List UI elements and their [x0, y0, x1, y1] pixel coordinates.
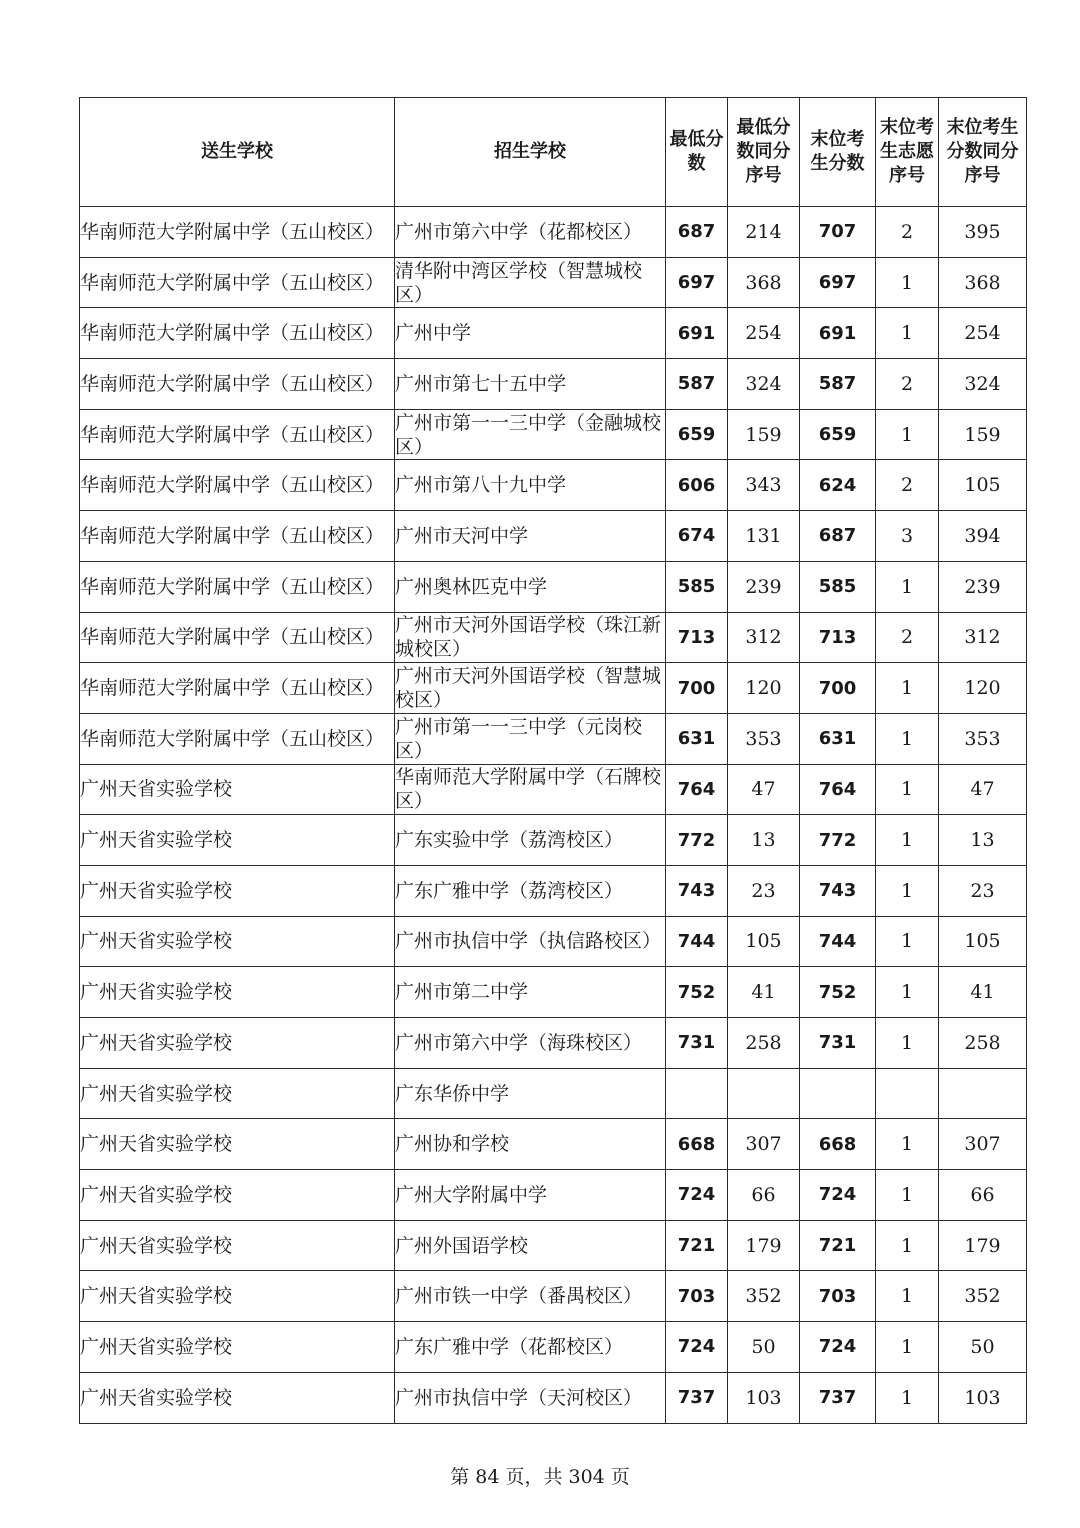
min-score-cell: 752	[666, 967, 728, 1018]
min-score-cell: 713	[666, 612, 728, 663]
last-score-tie-rank-cell: 41	[939, 967, 1027, 1018]
last-score-cell: 752	[800, 967, 876, 1018]
header-last-choice-rank: 末位考生志愿序号	[876, 98, 939, 207]
min-score-cell: 743	[666, 865, 728, 916]
header-sending-school: 送生学校	[80, 98, 395, 207]
min-score-tie-rank-cell	[728, 1068, 800, 1119]
last-score-tie-rank-cell: 159	[939, 409, 1027, 460]
last-score-tie-rank-cell: 66	[939, 1170, 1027, 1221]
min-score-tie-rank-cell: 258	[728, 1018, 800, 1069]
min-score-cell: 703	[666, 1271, 728, 1322]
sending-school-cell: 广州天省实验学校	[80, 865, 395, 916]
last-score-cell: 743	[800, 865, 876, 916]
receiving-school-cell: 广州市第一一三中学（元岗校区）	[395, 713, 666, 764]
last-choice-rank-cell: 1	[876, 916, 939, 967]
sending-school-cell: 广州天省实验学校	[80, 1220, 395, 1271]
last-score-cell: 585	[800, 561, 876, 612]
min-score-tie-rank-cell: 159	[728, 409, 800, 460]
last-choice-rank-cell: 1	[876, 1271, 939, 1322]
sending-school-cell: 广州天省实验学校	[80, 1372, 395, 1423]
receiving-school-cell: 广州市天河中学	[395, 511, 666, 562]
min-score-tie-rank-cell: 307	[728, 1119, 800, 1170]
min-score-tie-rank-cell: 214	[728, 207, 800, 258]
sending-school-cell: 广州天省实验学校	[80, 1322, 395, 1373]
receiving-school-cell: 广州协和学校	[395, 1119, 666, 1170]
receiving-school-cell: 广州市第六中学（海珠校区）	[395, 1018, 666, 1069]
receiving-school-cell: 广东广雅中学（荔湾校区）	[395, 865, 666, 916]
last-score-cell: 691	[800, 308, 876, 359]
last-choice-rank-cell: 3	[876, 511, 939, 562]
min-score-tie-rank-cell: 66	[728, 1170, 800, 1221]
last-choice-rank-cell: 2	[876, 460, 939, 511]
last-score-cell: 713	[800, 612, 876, 663]
table-row	[80, 257, 1027, 308]
table-row	[80, 409, 1027, 460]
last-score-tie-rank-cell: 105	[939, 916, 1027, 967]
last-choice-rank-cell: 2	[876, 359, 939, 410]
sending-school-cell: 广州天省实验学校	[80, 967, 395, 1018]
receiving-school-cell: 广东华侨中学	[395, 1068, 666, 1119]
table-row	[80, 713, 1027, 764]
last-score-cell: 631	[800, 713, 876, 764]
last-choice-rank-cell: 1	[876, 1119, 939, 1170]
min-score-cell: 674	[666, 511, 728, 562]
last-score-tie-rank-cell: 254	[939, 308, 1027, 359]
last-choice-rank-cell: 1	[876, 1170, 939, 1221]
last-score-cell: 668	[800, 1119, 876, 1170]
last-score-cell: 700	[800, 663, 876, 714]
header-last-score: 末位考生分数	[800, 98, 876, 207]
last-score-cell: 724	[800, 1322, 876, 1373]
min-score-cell: 744	[666, 916, 728, 967]
last-score-tie-rank-cell: 13	[939, 815, 1027, 866]
sending-school-cell: 华南师范大学附属中学（五山校区）	[80, 460, 395, 511]
min-score-cell: 700	[666, 663, 728, 714]
sending-school-cell: 广州天省实验学校	[80, 1068, 395, 1119]
table-row	[80, 764, 1027, 815]
last-score-tie-rank-cell: 23	[939, 865, 1027, 916]
last-score-cell: 737	[800, 1372, 876, 1423]
sending-school-cell: 华南师范大学附属中学（五山校区）	[80, 612, 395, 663]
min-score-tie-rank-cell: 368	[728, 257, 800, 308]
table-row	[80, 916, 1027, 967]
min-score-tie-rank-cell: 239	[728, 561, 800, 612]
sending-school-cell: 广州天省实验学校	[80, 1170, 395, 1221]
receiving-school-cell: 广州市铁一中学（番禺校区）	[395, 1271, 666, 1322]
sending-school-cell: 广州天省实验学校	[80, 764, 395, 815]
min-score-tie-rank-cell: 324	[728, 359, 800, 410]
receiving-school-cell: 广东广雅中学（花都校区）	[395, 1322, 666, 1373]
receiving-school-cell: 广州市第二中学	[395, 967, 666, 1018]
last-choice-rank-cell: 1	[876, 967, 939, 1018]
table-row	[80, 1271, 1027, 1322]
last-score-tie-rank-cell: 368	[939, 257, 1027, 308]
min-score-cell: 731	[666, 1018, 728, 1069]
last-score-tie-rank-cell: 120	[939, 663, 1027, 714]
min-score-tie-rank-cell: 352	[728, 1271, 800, 1322]
last-score-cell: 687	[800, 511, 876, 562]
receiving-school-cell: 广州奥林匹克中学	[395, 561, 666, 612]
header-last-score-tie-rank: 末位考生分数同分序号	[939, 98, 1027, 207]
min-score-tie-rank-cell: 23	[728, 865, 800, 916]
last-choice-rank-cell: 1	[876, 1220, 939, 1271]
last-score-cell: 721	[800, 1220, 876, 1271]
last-score-cell: 703	[800, 1271, 876, 1322]
min-score-tie-rank-cell: 47	[728, 764, 800, 815]
sending-school-cell: 华南师范大学附属中学（五山校区）	[80, 409, 395, 460]
table-row	[80, 1119, 1027, 1170]
min-score-tie-rank-cell: 254	[728, 308, 800, 359]
receiving-school-cell: 广州市执信中学（执信路校区）	[395, 916, 666, 967]
last-score-tie-rank-cell	[939, 1068, 1027, 1119]
receiving-school-cell: 广州外国语学校	[395, 1220, 666, 1271]
last-score-cell: 772	[800, 815, 876, 866]
sending-school-cell: 广州天省实验学校	[80, 815, 395, 866]
last-choice-rank-cell: 1	[876, 561, 939, 612]
min-score-cell: 772	[666, 815, 728, 866]
table-row	[80, 815, 1027, 866]
last-score-tie-rank-cell: 324	[939, 359, 1027, 410]
min-score-tie-rank-cell: 312	[728, 612, 800, 663]
page-number: 第 84 页，共 304 页	[450, 1466, 630, 1488]
min-score-tie-rank-cell: 50	[728, 1322, 800, 1373]
sending-school-cell: 广州天省实验学校	[80, 916, 395, 967]
min-score-cell: 724	[666, 1170, 728, 1221]
last-choice-rank-cell: 2	[876, 207, 939, 258]
admission-table	[79, 97, 1027, 1424]
admission-table-container	[79, 97, 1026, 1424]
last-score-cell: 659	[800, 409, 876, 460]
min-score-tie-rank-cell: 131	[728, 511, 800, 562]
sending-school-cell: 华南师范大学附属中学（五山校区）	[80, 713, 395, 764]
min-score-tie-rank-cell: 353	[728, 713, 800, 764]
min-score-tie-rank-cell: 105	[728, 916, 800, 967]
header-receiving-school: 招生学校	[395, 98, 666, 207]
table-row	[80, 612, 1027, 663]
last-score-tie-rank-cell: 353	[939, 713, 1027, 764]
last-score-cell: 731	[800, 1018, 876, 1069]
min-score-tie-rank-cell: 41	[728, 967, 800, 1018]
last-score-tie-rank-cell: 239	[939, 561, 1027, 612]
last-choice-rank-cell: 1	[876, 663, 939, 714]
sending-school-cell: 华南师范大学附属中学（五山校区）	[80, 257, 395, 308]
sending-school-cell: 华南师范大学附属中学（五山校区）	[80, 663, 395, 714]
last-score-cell	[800, 1068, 876, 1119]
table-row	[80, 1068, 1027, 1119]
last-choice-rank-cell	[876, 1068, 939, 1119]
table-row	[80, 460, 1027, 511]
receiving-school-cell: 广州市天河外国语学校（智慧城校区）	[395, 663, 666, 714]
table-row	[80, 1018, 1027, 1069]
table-row	[80, 865, 1027, 916]
sending-school-cell: 广州天省实验学校	[80, 1271, 395, 1322]
last-score-cell: 707	[800, 207, 876, 258]
table-row	[80, 308, 1027, 359]
last-score-tie-rank-cell: 105	[939, 460, 1027, 511]
last-choice-rank-cell: 1	[876, 1322, 939, 1373]
last-choice-rank-cell: 1	[876, 409, 939, 460]
sending-school-cell: 华南师范大学附属中学（五山校区）	[80, 511, 395, 562]
receiving-school-cell: 广州市第六中学（花都校区）	[395, 207, 666, 258]
receiving-school-cell: 广州中学	[395, 308, 666, 359]
table-row	[80, 967, 1027, 1018]
last-choice-rank-cell: 1	[876, 865, 939, 916]
last-score-tie-rank-cell: 47	[939, 764, 1027, 815]
receiving-school-cell: 广东实验中学（荔湾校区）	[395, 815, 666, 866]
min-score-cell: 764	[666, 764, 728, 815]
min-score-cell: 721	[666, 1220, 728, 1271]
table-row	[80, 1220, 1027, 1271]
min-score-cell: 659	[666, 409, 728, 460]
min-score-cell: 737	[666, 1372, 728, 1423]
min-score-cell	[666, 1068, 728, 1119]
last-score-tie-rank-cell: 394	[939, 511, 1027, 562]
last-score-tie-rank-cell: 179	[939, 1220, 1027, 1271]
table-body	[80, 207, 1027, 1424]
last-score-tie-rank-cell: 103	[939, 1372, 1027, 1423]
min-score-tie-rank-cell: 13	[728, 815, 800, 866]
sending-school-cell: 华南师范大学附属中学（五山校区）	[80, 308, 395, 359]
last-score-tie-rank-cell: 50	[939, 1322, 1027, 1373]
last-score-tie-rank-cell: 258	[939, 1018, 1027, 1069]
last-score-cell: 744	[800, 916, 876, 967]
min-score-cell: 587	[666, 359, 728, 410]
table-row	[80, 1372, 1027, 1423]
last-score-cell: 724	[800, 1170, 876, 1221]
min-score-cell: 631	[666, 713, 728, 764]
min-score-tie-rank-cell: 120	[728, 663, 800, 714]
table-row	[80, 663, 1027, 714]
min-score-cell: 606	[666, 460, 728, 511]
receiving-school-cell: 广州市天河外国语学校（珠江新城校区）	[395, 612, 666, 663]
header-row	[80, 98, 1027, 207]
receiving-school-cell: 广州大学附属中学	[395, 1170, 666, 1221]
min-score-cell: 687	[666, 207, 728, 258]
last-choice-rank-cell: 1	[876, 1372, 939, 1423]
last-score-cell: 697	[800, 257, 876, 308]
receiving-school-cell: 华南师范大学附属中学（石牌校区）	[395, 764, 666, 815]
sending-school-cell: 华南师范大学附属中学（五山校区）	[80, 207, 395, 258]
table-row	[80, 359, 1027, 410]
min-score-tie-rank-cell: 179	[728, 1220, 800, 1271]
last-choice-rank-cell: 2	[876, 612, 939, 663]
table-row	[80, 1170, 1027, 1221]
last-choice-rank-cell: 1	[876, 764, 939, 815]
table-row	[80, 511, 1027, 562]
min-score-cell: 691	[666, 308, 728, 359]
header-min-score: 最低分数	[666, 98, 728, 207]
min-score-tie-rank-cell: 343	[728, 460, 800, 511]
last-score-cell: 764	[800, 764, 876, 815]
last-choice-rank-cell: 1	[876, 815, 939, 866]
last-choice-rank-cell: 1	[876, 257, 939, 308]
receiving-school-cell: 广州市第八十九中学	[395, 460, 666, 511]
table-row	[80, 207, 1027, 258]
last-choice-rank-cell: 1	[876, 1018, 939, 1069]
table-row	[80, 1322, 1027, 1373]
sending-school-cell: 华南师范大学附属中学（五山校区）	[80, 561, 395, 612]
sending-school-cell: 华南师范大学附属中学（五山校区）	[80, 359, 395, 410]
last-choice-rank-cell: 1	[876, 713, 939, 764]
sending-school-cell: 广州天省实验学校	[80, 1119, 395, 1170]
header-min-score-tie-rank: 最低分数同分序号	[728, 98, 800, 207]
last-score-tie-rank-cell: 312	[939, 612, 1027, 663]
receiving-school-cell: 广州市第一一三中学（金融城校区）	[395, 409, 666, 460]
last-score-cell: 624	[800, 460, 876, 511]
min-score-cell: 668	[666, 1119, 728, 1170]
table-row	[80, 561, 1027, 612]
receiving-school-cell: 广州市执信中学（天河校区）	[395, 1372, 666, 1423]
sending-school-cell: 广州天省实验学校	[80, 1018, 395, 1069]
last-score-tie-rank-cell: 352	[939, 1271, 1027, 1322]
last-score-tie-rank-cell: 307	[939, 1119, 1027, 1170]
min-score-tie-rank-cell: 103	[728, 1372, 800, 1423]
receiving-school-cell: 清华附中湾区学校（智慧城校区）	[395, 257, 666, 308]
min-score-cell: 585	[666, 561, 728, 612]
last-score-cell: 587	[800, 359, 876, 410]
last-score-tie-rank-cell: 395	[939, 207, 1027, 258]
min-score-cell: 697	[666, 257, 728, 308]
receiving-school-cell: 广州市第七十五中学	[395, 359, 666, 410]
last-choice-rank-cell: 1	[876, 308, 939, 359]
min-score-cell: 724	[666, 1322, 728, 1373]
